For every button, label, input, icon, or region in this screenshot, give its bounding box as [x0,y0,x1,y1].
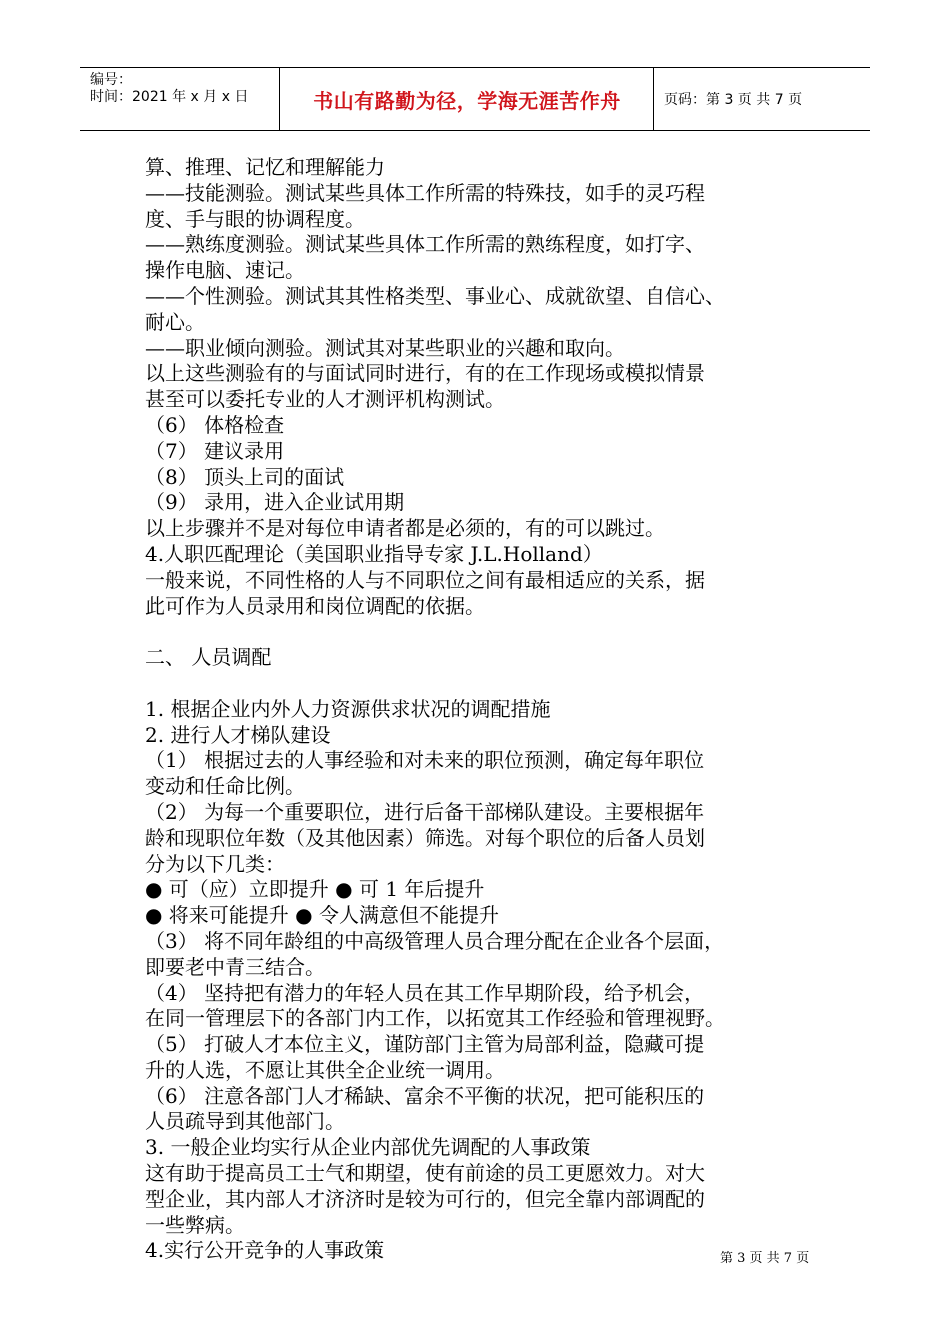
text-line: （5） 打破人才本位主义，谨防部门主管为局部利益，隐藏可提 [145,1032,705,1057]
header-motto: 书山有路勤为径，学海无涯苦作舟 [281,68,654,130]
text-line: 耐心。 [145,309,205,334]
text-line: 3. 一般企业均实行从企业内部优先调配的人事政策 [145,1135,591,1160]
text-line: （8） 顶头上司的面试 [145,464,345,489]
text-line: ——技能测验。测试某些具体工作所需的特殊技，如手的灵巧程 [145,180,705,205]
text-line: 型企业，其内部人才济济时是较为可行的，但完全靠内部调配的 [145,1186,705,1211]
blank-line [145,619,825,645]
text-line: 二、 人员调配 [145,645,272,670]
header-page-info: 页码：第 3 页 共 7 页 [664,92,803,108]
text-line: ● 可（应）立即提升 ● 可 1 年后提升 [145,877,485,902]
text-line: 分为以下几类： [145,851,285,876]
text-line: 以上这些测验有的与面试同时进行，有的在工作现场或模拟情景 [145,361,705,386]
text-line: 此可作为人员录用和岗位调配的依据。 [145,593,485,618]
text-line: （3） 将不同年龄组的中高级管理人员合理分配在企业各个层面， [145,928,725,953]
text-line: 即要老中青三结合。 [145,954,325,979]
text-line: 一些弊病。 [145,1212,245,1237]
document-body [145,155,825,1264]
text-line: （6） 体格检查 [145,412,285,437]
text-line: ——个性测验。测试其其性格类型、事业心、成就欲望、自信心、 [145,283,725,308]
document-header [80,67,870,131]
text-line: （4） 坚持把有潜力的年轻人员在其工作早期阶段，给予机会， [145,980,705,1005]
text-line: 人员疏导到其他部门。 [145,1109,345,1134]
text-line: （1） 根据过去的人事经验和对未来的职位预测，确定每年职位 [145,748,705,773]
text-line: 一般来说，不同性格的人与不同职位之间有最相适应的关系，据 [145,567,705,592]
text-line: 升的人选，不愿让其供全企业统一调用。 [145,1057,505,1082]
text-line: 1. 根据企业内外人力资源供求状况的调配措施 [145,696,551,721]
page-footer: 第 3 页 共 7 页 [720,1251,810,1266]
text-line: 操作电脑、速记。 [145,258,305,283]
text-line: ——熟练度测验。测试某些具体工作所需的熟练程度，如打字、 [145,232,705,257]
text-line: 度、手与眼的协调程度。 [145,206,365,231]
code-label: 编号： [90,72,132,88]
text-line: 2. 进行人才梯队建设 [145,722,331,747]
text-line: 龄和现职位年数（及其他因素）筛选。对每个职位的后备人员划 [145,825,705,850]
text-line: 这有助于提高员工士气和期望，使有前途的员工更愿效力。对大 [145,1161,705,1186]
text-line: （7） 建议录用 [145,438,285,463]
text-line: 4.人职匹配理论（美国职业指导专家 J.L.Holland） [145,541,603,566]
date-label: 时间：2021 年 x 月 x 日 [90,89,249,105]
text-line: （6） 注意各部门人才稀缺、富余不平衡的状况，把可能积压的 [145,1083,705,1108]
text-line: （2） 为每一个重要职位，进行后备干部梯队建设。主要根据年 [145,799,705,824]
text-line: ● 将来可能提升 ● 令人满意但不能提升 [145,903,499,928]
text-line: 甚至可以委托专业的人才测评机构测试。 [145,387,505,412]
text-line: （9） 录用，进入企业试用期 [145,490,405,515]
text-line: 4.实行公开竞争的人事政策 [145,1238,385,1263]
text-line: 变动和任命比例。 [145,774,305,799]
blank-line [145,671,825,697]
text-line: 以上步骤并不是对每位申请者都是必须的，有的可以跳过。 [145,516,665,541]
text-line: ——职业倾向测验。测试其对某些职业的兴趣和取向。 [145,335,625,360]
header-meta [80,68,280,130]
text-line: 算、推理、记忆和理解能力 [145,155,385,179]
text-line: 在同一管理层下的各部门内工作，以拓宽其工作经验和管理视野。 [145,1006,725,1031]
